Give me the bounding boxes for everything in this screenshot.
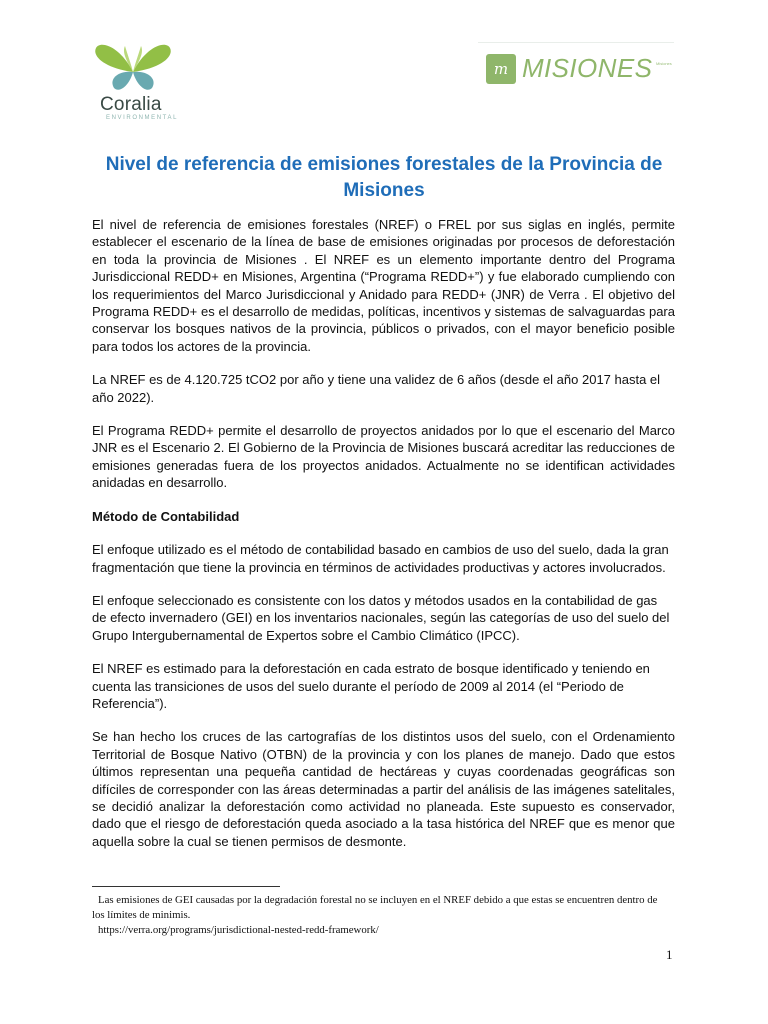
misiones-small-mark: Misiones xyxy=(656,61,672,66)
footnotes xyxy=(92,893,672,938)
paragraph-nref-value: La NREF es de 4.120.725 tCO2 por año y tiene una validez de 6 años (desde el año 2017 hasta el año 2022). xyxy=(92,372,661,405)
document-body xyxy=(92,216,675,866)
footnote-2[interactable]: https://verra.org/programs/jurisdictional-nested-redd-framework/ xyxy=(98,924,379,936)
footnote-divider xyxy=(92,886,280,887)
page-number: 1 xyxy=(666,947,673,962)
paragraph-cartography: Se han hecho los cruces de las cartografías de los distintos usos del suelo, con el Ordenamiento Territorial de Bosque Nativo (OTBN) de la provincia y con los planes de manejo. Dado que estos últimos representan una pequeña cantidad de hectáreas y cuyas coordenadas geográficas son difíciles de corresponder con las áreas determinadas a partir del análisis de las imágenes satelitales, se decidió analizar la deforestación como actividad no planeada. Este supuesto es conservador, dado que el riesgo de deforestación queda asociado a la tasa histórica del NREF que es menor que aquella sobre la cual se tienen permisos de desmonte. xyxy=(92,729,675,849)
section-heading: Método de Contabilidad xyxy=(92,508,240,524)
footnote-1: Las emisiones de GEI causadas por la degradación forestal no se incluyen en el NREF debido a que estas se encuentren dentro de los límites de minimis. xyxy=(92,894,658,921)
coralia-subtitle: ENVIRONMENTAL xyxy=(106,115,179,121)
misiones-badge-icon: m xyxy=(486,54,516,84)
paragraph-method: El enfoque utilizado es el método de contabilidad basado en cambios de uso del suelo, dada la gran fragmentación que tiene la provincia en términos de actividades productivas y actores involucrados. xyxy=(92,542,669,575)
coralia-logo xyxy=(92,42,179,122)
coralia-wordmark: Coralia xyxy=(100,94,162,115)
paragraph-redd-program: El Programa REDD+ permite el desarrollo de proyectos anidados por lo que el escenario del Marco JNR es el Escenario 2. El Gobierno de la Provincia de Misiones buscará acreditar las reducciones de emisiones generadas fuera de los proyectos anidados. Actualmente no se identifican actividades anidadas en desarrollo. xyxy=(92,423,675,491)
misiones-logo xyxy=(478,42,674,93)
paragraph-intro: El nivel de referencia de emisiones forestales (NREF) o FREL por sus siglas en inglés, permite establecer el escenario de la línea de base de emisiones originadas por procesos de deforestación en toda la provincia de Misiones . El NREF es un elemento importante dentro del Programa Jurisdiccional REDD+ en Misiones, Argentina (“Programa REDD+”) y fue elaborado cumpliendo con los requerimientos del Marco Jurisdiccional y Anidado para REDD+ (JNR) de Verra . El objetivo del Programa REDD+ es el desarrollo de medidas, políticas, incentivos y sistemas de salvaguardas para conservar los bosques nativos de la provincia, públicos o privados, con el mayor beneficio posible para todos los actores de la provincia. xyxy=(92,217,675,354)
butterfly-icon xyxy=(92,42,174,94)
paragraph-approach: El enfoque seleccionado es consistente con los datos y métodos usados en la contabilidad de gas de efecto invernadero (GEI) en los inventarios nacionales, según las categorías de uso del suelo del Grupo Intergubernamental de Expertos sobre el Cambio Climático (IPCC). xyxy=(92,592,670,643)
paragraph-estimation: El NREF es estimado para la deforestación en cada estrato de bosque identificado y teniendo en cuenta las transiciones de usos del suelo durante el período de 2009 al 2014 (el “Periodo de Referencia”). xyxy=(92,661,650,711)
misiones-wordmark: MISIONES xyxy=(522,53,653,83)
document-title: Nivel de referencia de emisiones forestales de la Provincia de Misiones xyxy=(105,154,663,201)
